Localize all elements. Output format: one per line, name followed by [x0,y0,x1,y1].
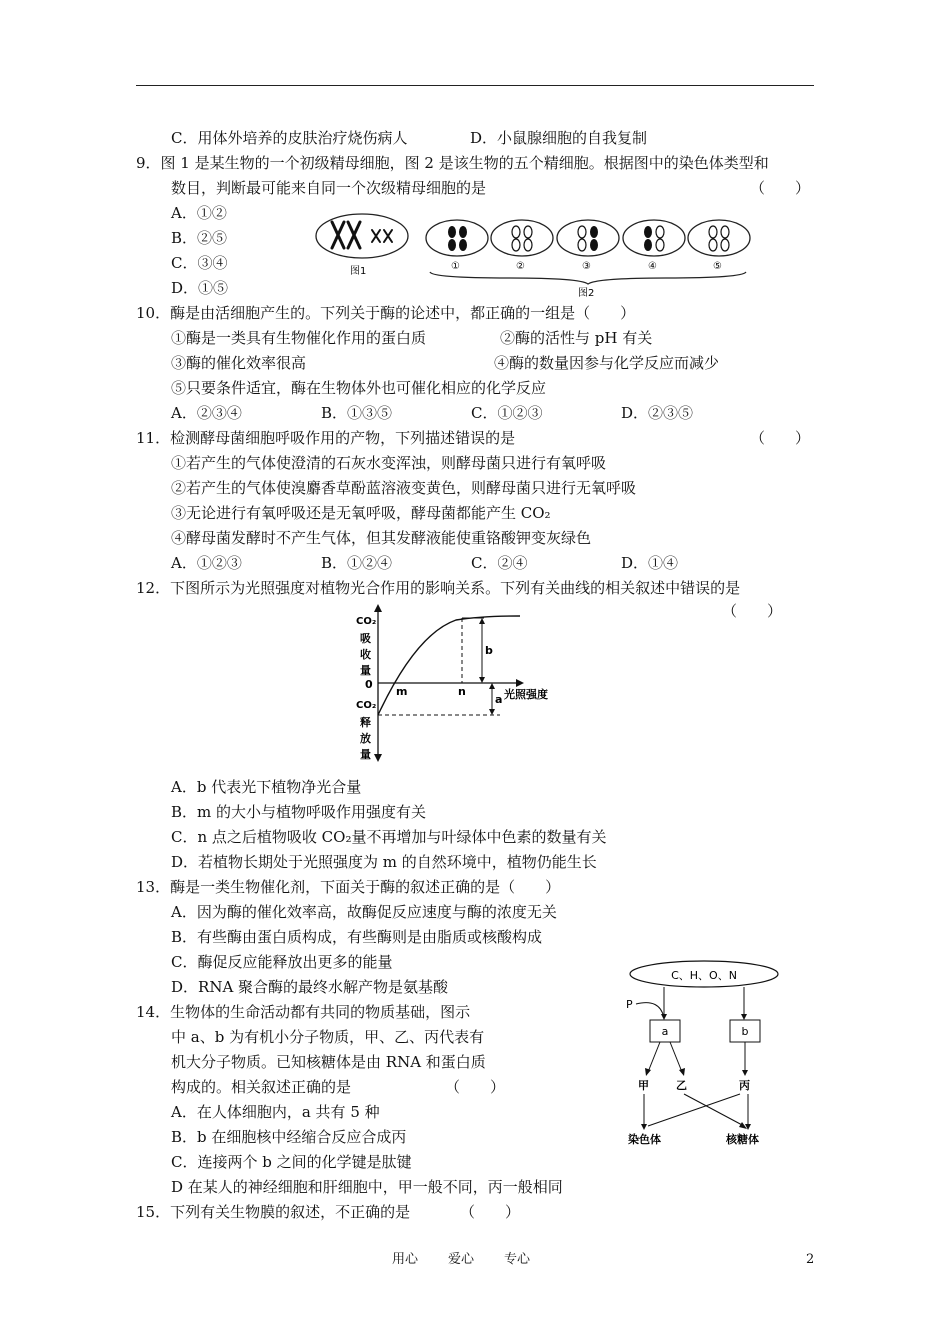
q12-option-b: B．m 的大小与植物呼吸作用强度有关 [171,803,427,821]
graph-y-upper-3: 收 [360,648,371,661]
graph-b-arrow-down [479,677,485,683]
q11-statement-1: ①若产生的气体使澄清的石灰水变浑浊，则酵母菌只进行有氧呼吸 [171,454,607,472]
q14-option-a: A．在人体细胞内，a 共有 5 种 [171,1103,380,1121]
q10-option-b: B．①③⑤ [321,404,393,422]
q9-stem-line2: 数目，判断最可能来自同一个次级精母细胞的是 [171,179,487,197]
q13-option-d: D．RNA 聚合酶的最终水解产物是氨基酸 [171,978,449,996]
header-rule [136,85,814,86]
diagram-a-to-jia [648,1042,660,1072]
graph-y-arrow-down [374,754,382,762]
diagram-bing-label: 丙 [739,1079,750,1092]
fig2-number-2: ② [516,261,525,272]
graph-y-lower-3: 放 [360,732,371,745]
q14-option-c: C．连接两个 b 之间的化学键是肽键 [171,1153,412,1171]
q14-option-b: B．b 在细胞核中经缩合反应合成丙 [171,1128,407,1146]
graph-a-arrow-down [489,709,495,715]
fig2-number-4: ④ [648,261,657,272]
graph-y-arrow-up [374,604,382,612]
graph-m-label: m [396,685,408,698]
fig2-cell-2 [491,220,553,256]
diagram-p-label: P [626,998,633,1011]
q9-option-b: B．②⑤ [171,229,228,247]
q12-option-c: C．n 点之后植物吸收 CO₂量不再增加与叶绿体中色素的数量有关 [171,828,607,846]
q14-option-d: D 在某人的神经细胞和肝细胞中，甲一般不同，丙一般相同 [171,1178,563,1196]
diagram-chromosome-label: 染色体 [628,1133,661,1146]
graph-b-label: b [485,644,493,657]
diagram-elements-text: C、H、O、N [671,969,737,982]
q11-statement-2: ②若产生的气体使溴麝香草酚蓝溶液变黄色，则酵母菌只进行无氧呼吸 [171,479,637,497]
q9-stem-line1: 9．图 1 是某生物的一个初级精母细胞，图 2 是该生物的五个精细胞。根据图中的染色体类型和 [136,154,769,172]
graph-zero: 0 [365,678,373,691]
fig1-cell [316,214,408,258]
graph-y-upper-co2: CO₂ [356,616,377,627]
diagram-ribosome-label: 核糖体 [726,1133,759,1146]
q14-stem-line4: 构成的。相关叙述正确的是 [171,1078,352,1096]
q11-option-c: C．②④ [471,554,528,572]
q14-stem-line1: 14．生物体的生命活动都有共同的物质基础，图示 [136,1003,471,1021]
q8-option-d: D．小鼠腺细胞的自我复制 [470,129,648,147]
q9-option-d: D．①⑤ [171,279,229,297]
footer-text-3: 专心 [504,1252,531,1267]
graph-y-lower-co2: CO₂ [356,700,377,711]
q10-statement-3: ③酶的催化效率很高 [171,354,307,372]
q10-statement-4: ④酶的数量因参与化学反应而减少 [494,354,720,372]
diagram-p-arrow [636,1003,664,1018]
q14-stem-line2: 中 a、b 为有机小分子物质，甲、乙、丙代表有 [171,1028,485,1046]
graph-y-upper-4: 量 [360,664,371,677]
diagram-arrow-jia [645,1068,651,1076]
q11-stem: 11．检测酵母菌细胞呼吸作用的产物，下列描述错误的是 [136,429,516,447]
graph-a-arrow-up [489,683,495,689]
diagram-arrow-bing [742,1070,748,1076]
q11-option-d: D．①④ [621,554,679,572]
diagram-jia-label: 甲 [638,1079,649,1092]
q10-statement-1: ①酶是一类具有生物催化作用的蛋白质 [171,329,427,347]
q9-answer-paren: （ ） [750,179,811,197]
fig1-chromosomes [332,222,392,248]
q13-stem: 13．酶是一类生物催化剂，下面关于酶的叙述正确的是（ ） [136,878,561,896]
q14-substance-diagram [622,960,798,1150]
q11-option-a: A．①②③ [171,554,242,572]
q9-cell-figure [310,208,760,298]
graph-b-arrow-up [479,618,485,624]
q10-option-c: C．①②③ [471,404,543,422]
graph-x-label: 光照强度 [504,688,548,701]
diagram-a-label: a [661,1025,669,1038]
footer-text-1: 用心 [392,1252,419,1267]
graph-x-arrow [516,679,524,687]
diagram-b-label: b [741,1025,749,1038]
q12-stem: 12．下图所示为光照强度对植物光合作用的影响关系。下列有关曲线的相关叙述中错误的是 [136,579,741,597]
graph-y-lower-2: 释 [360,716,371,729]
fig2-brace [430,272,746,284]
q10-option-a: A．②③④ [171,404,242,422]
graph-y-lower-4: 量 [360,748,371,761]
q8-option-c: C．用体外培养的皮肤治疗烧伤病人 [171,129,408,147]
q9-option-a: A．①② [171,204,227,222]
fig2-number-1: ① [451,261,460,272]
diagram-arrow-to-b [741,1014,747,1020]
diagram-a-to-yi [670,1042,682,1072]
fig1-label: 图1 [350,266,367,277]
fig2-cell-4 [623,220,685,256]
diagram-arrow-chromosome [641,1124,647,1130]
page-number: 2 [806,1252,815,1267]
fig2-cell-3 [557,220,619,256]
q12-option-a: A．b 代表光下植物净光合量 [171,778,362,796]
q12-light-graph [352,602,574,764]
q11-statement-3: ③无论进行有氧呼吸还是无氧呼吸，酵母菌都能产生 CO₂ [171,504,551,522]
footer-text-2: 爱心 [448,1252,475,1267]
q13-option-a: A．因为酶的催化效率高，故酶促反应速度与酶的浓度无关 [171,903,557,921]
fig2-number-3: ③ [582,261,591,272]
q11-answer-paren: （ ） [750,429,811,447]
q11-option-b: B．①②④ [321,554,393,572]
q10-statement-2: ②酶的活性与 pH 有关 [500,329,653,347]
q9-option-c: C．③④ [171,254,228,272]
q13-option-c: C．酶促反应能释放出更多的能量 [171,953,393,971]
q14-answer-paren: （ ） [445,1078,506,1096]
q11-statement-4: ④酵母菌发酵时不产生气体，但其发酵液能使重铬酸钾变灰绿色 [171,529,592,547]
q15-stem: 15．下列有关生物膜的叙述，不正确的是 [136,1203,411,1221]
q12-option-d: D．若植物长期处于光照强度为 m 的自然环境中，植物仍能生长 [171,853,597,871]
graph-a-label: a [495,693,503,706]
q10-stem: 10．酶是由活细胞产生的。下列关于酶的论述中，都正确的一组是（ ） [136,304,636,322]
fig2-number-5: ⑤ [713,261,722,272]
q14-stem-line3: 机大分子物质。已知核糖体是由 RNA 和蛋白质 [171,1053,486,1071]
diagram-arrow-to-a [661,1014,667,1020]
fig2-label: 图2 [578,288,595,298]
q10-statement-5: ⑤只要条件适宜，酶在生物体外也可催化相应的化学反应 [171,379,547,397]
q13-option-b: B．有些酶由蛋白质构成，有些酶则是由脂质或核酸构成 [171,928,543,946]
fig2-cell-5 [688,220,750,256]
graph-n-label: n [458,685,466,698]
diagram-yi-label: 乙 [676,1079,687,1092]
q12-answer-paren: （ ） [722,602,783,620]
diagram-arrow-yi [679,1068,685,1076]
q10-option-d: D．②③⑤ [621,404,694,422]
diagram-arrow-ribosome-2 [745,1124,751,1130]
graph-y-upper-2: 吸 [360,632,371,645]
fig2-cell-1 [426,220,488,256]
q15-answer-paren: （ ） [460,1203,521,1221]
